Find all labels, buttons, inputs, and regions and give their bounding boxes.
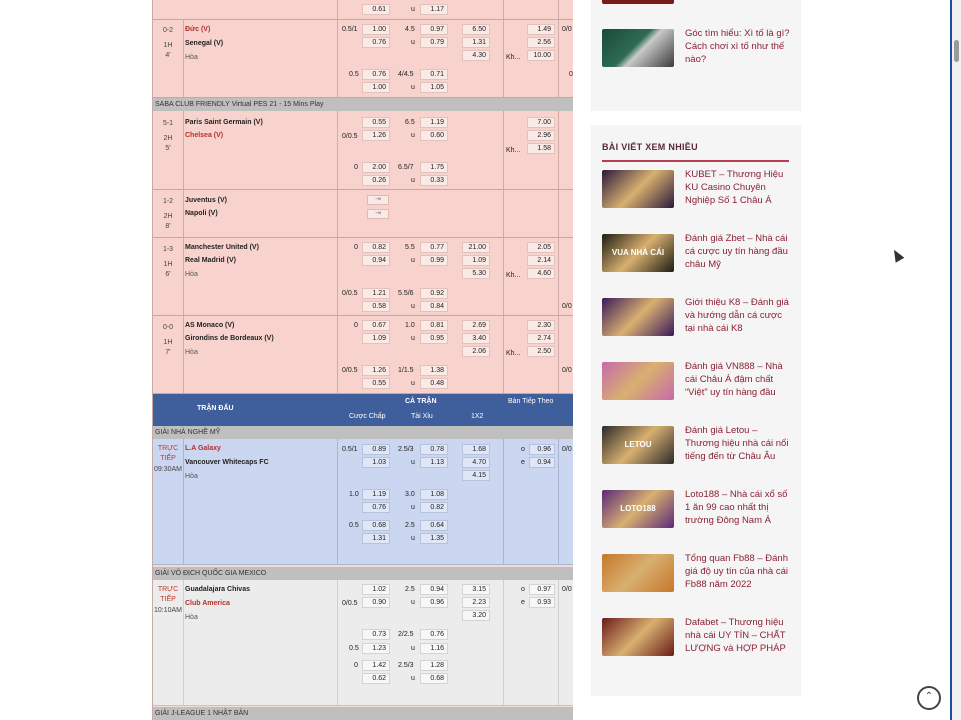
odds-cell[interactable]: 0.95 — [420, 333, 448, 344]
chevron-up-icon: ⌃ — [924, 691, 934, 702]
under-label: u — [411, 303, 415, 310]
odds-cell[interactable]: 0.64 — [420, 520, 448, 531]
odds-cell[interactable]: 2.14 — [527, 255, 555, 266]
odds-cell[interactable]: 0.76 — [362, 502, 390, 513]
odds-cell[interactable]: 2.06 — [462, 346, 490, 357]
odds-cell[interactable]: 1.75 — [420, 162, 448, 173]
handicap-line: 0.5/1 — [342, 26, 358, 33]
match-half: 1H — [163, 42, 173, 49]
odds-cell[interactable]: 0.71 — [420, 69, 448, 80]
sidebar-post[interactable] — [602, 168, 797, 212]
sidebar-post[interactable] — [602, 424, 797, 468]
handicap-line: 0 — [354, 662, 358, 669]
odds-cell[interactable]: 0.94 — [420, 584, 448, 595]
related-posts-widget — [591, 0, 801, 111]
thumbnail-caption: VUA NHÀ CÁI — [611, 248, 665, 257]
odds-cell[interactable]: 2.05 — [527, 242, 555, 253]
away-team: Girondins de Bordeaux (V) — [185, 335, 274, 342]
post-thumbnail[interactable] — [602, 362, 674, 400]
odds-cell[interactable]: 1.68 — [462, 444, 490, 455]
match-row — [153, 20, 573, 98]
post-title[interactable]: Tổng quan Fb88 – Đánh giá độ uy tín của nhà cái Fb88 năm 2022 — [685, 553, 788, 590]
odds-cell[interactable]: 2.30 — [527, 320, 555, 331]
match-half: 1H — [163, 339, 173, 346]
total-line: 3.0 — [405, 491, 415, 498]
match-half: 2H — [163, 213, 173, 220]
handicap-line: 0/0.5 — [342, 133, 358, 140]
odds-cell[interactable]: 4.70 — [462, 457, 490, 468]
post-title[interactable]: Giới thiệu K8 – Đánh giá và hướng dẫn cá cược tại nhà cái K8 — [685, 297, 789, 334]
odds-cell[interactable]: 0.90 — [362, 597, 390, 608]
next-line: 0/0 — [562, 303, 572, 310]
next-line: 0 — [569, 71, 573, 78]
post-thumbnail[interactable] — [602, 170, 674, 208]
post-title[interactable]: KUBET – Thương Hiệu KU Casino Chuyên Nghiệp Số 1 Châu Á — [685, 169, 784, 206]
scrollbar[interactable] — [952, 0, 961, 720]
total-line: 4/4.5 — [398, 71, 414, 78]
odds-cell[interactable]: 0.89 — [362, 444, 390, 455]
match-score: 5-1 — [162, 120, 174, 127]
header-1x2[interactable]: 1X2 — [471, 413, 484, 420]
odds-cell[interactable]: 0.76 — [362, 37, 390, 48]
header-match: TRẬN ĐẤU — [197, 405, 234, 412]
odds-cell[interactable]: 7.00 — [527, 117, 555, 128]
header-overunder[interactable]: Tài Xỉu — [411, 413, 433, 420]
odds-cell[interactable]: 2.23 — [462, 597, 490, 608]
match-minute: 7' — [165, 349, 171, 356]
match-score: 0-0 — [162, 324, 174, 331]
odds-cell[interactable]: 0.99 — [420, 255, 448, 266]
under-label: u — [411, 380, 415, 387]
total-line: 6.5/7 — [398, 164, 414, 171]
popular-posts-widget — [591, 125, 801, 696]
handicap-line: 0/0.5 — [342, 600, 358, 607]
odds-cell[interactable]: 0.93 — [529, 597, 555, 608]
live-badge: TRỰC TIẾP — [157, 586, 179, 603]
under-label: u — [411, 132, 415, 139]
home-team: Manchester United (V) — [185, 244, 259, 251]
odds-cell[interactable]: 2.69 — [462, 320, 490, 331]
odds-cell[interactable]: 0.73 — [362, 629, 390, 640]
odds-cell[interactable]: 10.00 — [527, 50, 555, 61]
match-half: 1H — [163, 261, 173, 268]
odds-cell[interactable]: 1.00 — [362, 82, 390, 93]
post-title[interactable]: Góc tìm hiểu: Xì tố là gì? Cách chơi xì tố như thế nào? — [685, 28, 790, 65]
match-row — [153, 439, 573, 565]
odds-cell[interactable]: 1.19 — [362, 489, 390, 500]
odds-cell[interactable]: 0.84 — [420, 301, 448, 312]
match-score: 1-2 — [162, 198, 174, 205]
odds-cell[interactable]: 3.20 — [462, 610, 490, 621]
under-label: e — [521, 599, 525, 606]
odds-cell[interactable]: 0.62 — [362, 673, 390, 684]
match-minute: 4' — [165, 52, 171, 59]
odds-cell[interactable]: 1.31 — [362, 533, 390, 544]
over-label: o — [521, 586, 525, 593]
odds-label: u — [411, 6, 415, 13]
total-line: 2.5 — [405, 522, 415, 529]
odds-cell[interactable]: 1.19 — [420, 117, 448, 128]
under-label: u — [411, 177, 415, 184]
home-team: L.A Galaxy — [185, 445, 221, 452]
league-header[interactable]: GIẢI NHÀ NGHỀ MỸ — [153, 426, 573, 439]
odds-cell[interactable]: 0.96 — [420, 597, 448, 608]
home-team: Guadalajara Chivas — [185, 586, 250, 593]
match-row — [153, 190, 573, 238]
odds-cell[interactable]: 21.00 — [462, 242, 490, 253]
thumbnail-caption: LOTO188 — [620, 504, 656, 513]
handicap-line: 0/0.5 — [342, 367, 358, 374]
odds-cell[interactable]: 0.78 — [420, 444, 448, 455]
odds-cell[interactable]: 1.49 — [527, 24, 555, 35]
sidebar-post[interactable] — [602, 488, 797, 532]
scrollbar-thumb[interactable] — [954, 40, 959, 62]
away-team: Club America — [185, 600, 230, 607]
odds-cell[interactable]: 4.15 — [462, 470, 490, 481]
post-thumbnail[interactable] — [602, 618, 674, 656]
handicap-line: 0.5 — [349, 71, 359, 78]
under-label: u — [411, 535, 415, 542]
under-label: u — [411, 645, 415, 652]
title-underline — [602, 160, 789, 162]
locked-odds-icon[interactable]: ⇥ — [367, 195, 389, 205]
under-label: u — [411, 599, 415, 606]
total-line: 1.0 — [405, 322, 415, 329]
over-label: o — [521, 446, 525, 453]
odds-cell[interactable]: 2.56 — [527, 37, 555, 48]
match-row — [153, 580, 573, 706]
under-label: u — [411, 84, 415, 91]
away-team: Vancouver Whitecaps FC — [185, 459, 269, 466]
post-title[interactable]: Đánh giá Letou – Thương hiệu nhà cái nổi tiếng đến từ Châu Âu — [685, 425, 789, 462]
match-half: 2H — [163, 135, 173, 142]
kickoff-time: 10:10AM — [153, 607, 183, 614]
odds-cell[interactable]: 0.79 — [420, 37, 448, 48]
match-score: 1-3 — [162, 246, 174, 253]
odds-cell[interactable]: 0.81 — [420, 320, 448, 331]
more-label: Kh... — [506, 350, 521, 357]
more-label: Kh... — [506, 54, 521, 61]
odds-table — [152, 0, 573, 720]
odds-cell[interactable]: 2.96 — [527, 130, 555, 141]
widget-title: BÀI VIẾT XEM NHIỀU — [602, 142, 698, 152]
away-team: Real Madrid (V) — [185, 257, 236, 264]
odds-cell[interactable]: 1.13 — [420, 457, 448, 468]
odds-cell[interactable]: 0.92 — [420, 288, 448, 299]
post-title[interactable]: Loto188 – Nhà cái xổ số 1 ăn 99 cao nhất thị trường Đông Nam Á — [685, 489, 788, 526]
draw-label: Hòa — [185, 614, 198, 621]
odds-cell[interactable]: 0.96 — [529, 444, 555, 455]
away-team: Napoli (V) — [185, 210, 218, 217]
under-label: u — [411, 335, 415, 342]
home-team: Paris Saint Germain (V) — [185, 119, 263, 126]
post-thumbnail[interactable] — [602, 234, 674, 272]
more-label: Kh... — [506, 147, 521, 154]
total-line: 2.5/3 — [398, 662, 414, 669]
match-minute: 5' — [165, 145, 171, 152]
handicap-line: 0.5 — [349, 522, 359, 529]
odds-cell[interactable]: 1.26 — [362, 365, 390, 376]
post-thumbnail[interactable] — [602, 554, 674, 592]
sidebar-post[interactable] — [602, 616, 797, 660]
next-line: 0/0 — [562, 367, 572, 374]
odds-cell[interactable]: 0.76 — [362, 69, 390, 80]
thumbnail-caption: LETOU — [624, 440, 652, 449]
header-full: CẢ TRẬN — [405, 398, 437, 405]
live-badge: TRỰC TIẾP — [157, 445, 179, 462]
odds-cell[interactable]: 0.61 — [362, 4, 390, 15]
odds-cell[interactable]: 1.23 — [362, 643, 390, 654]
match-minute: 6' — [165, 271, 171, 278]
odds-cell[interactable]: 0.77 — [420, 242, 448, 253]
odds-cell[interactable]: 0.48 — [420, 378, 448, 389]
odds-cell[interactable]: 0.68 — [420, 673, 448, 684]
handicap-line: 0.5/1 — [342, 446, 358, 453]
odds-cell[interactable]: 0.33 — [420, 175, 448, 186]
odds-cell[interactable]: 1.31 — [462, 37, 490, 48]
post-thumbnail[interactable] — [602, 29, 674, 67]
odds-cell[interactable]: 1.16 — [420, 643, 448, 654]
odds-cell[interactable]: 1.58 — [527, 143, 555, 154]
under-label: u — [411, 39, 415, 46]
total-line: 2.5 — [405, 586, 415, 593]
odds-cell[interactable]: 1.21 — [362, 288, 390, 299]
total-line: 2/2.5 — [398, 631, 414, 638]
handicap-line: 0.5 — [349, 645, 359, 652]
back-to-top-button[interactable] — [917, 686, 941, 710]
odds-cell[interactable]: 4.30 — [462, 50, 490, 61]
odds-cell[interactable]: 4.60 — [527, 268, 555, 279]
sidebar-post[interactable] — [602, 296, 797, 340]
match-row — [153, 238, 573, 316]
handicap-line: 0/0.5 — [342, 290, 358, 297]
draw-label: Hòa — [185, 271, 198, 278]
next-line: 0/0 — [562, 26, 572, 33]
league-header[interactable]: GIẢI J-LEAGUE 1 NHẬT BẢN — [153, 707, 573, 720]
sidebar-post[interactable] — [602, 360, 797, 404]
sidebar-post[interactable] — [602, 552, 797, 596]
odds-cell[interactable]: 1.09 — [462, 255, 490, 266]
league-header[interactable]: GIẢI VÔ ĐỊCH QUỐC GIA MEXICO — [153, 567, 573, 580]
more-label: Kh... — [506, 272, 521, 279]
away-team: Chelsea (V) — [185, 132, 224, 139]
odds-cell[interactable]: 5.30 — [462, 268, 490, 279]
kickoff-time: 09:30AM — [153, 466, 183, 473]
sidebar-post[interactable] — [602, 232, 797, 276]
odds-cell[interactable]: 2.74 — [527, 333, 555, 344]
post-title[interactable]: Đánh giá Zbet – Nhà cái cá cược uy tín hàng đầu châu Mỹ — [685, 233, 788, 270]
odds-cell[interactable]: 1.17 — [420, 4, 448, 15]
total-line: 2.5/3 — [398, 446, 414, 453]
total-line: 1/1.5 — [398, 367, 414, 374]
draw-label: Hòa — [185, 54, 198, 61]
post-title[interactable]: Dafabet – Thương hiệu nhà cái UY TÍN – CHẤT LƯỢNG và HỢP PHÁP — [685, 617, 786, 654]
handicap-line: 0 — [354, 164, 358, 171]
odds-cell[interactable]: 3.15 — [462, 584, 490, 595]
header-next-goal[interactable]: Bàn Tiếp Theo — [508, 398, 554, 405]
odds-cell[interactable]: 1.38 — [420, 365, 448, 376]
odds-cell[interactable]: 0.55 — [362, 378, 390, 389]
odds-cell[interactable]: 1.00 — [362, 24, 390, 35]
odds-cell[interactable]: 1.08 — [420, 489, 448, 500]
match-row — [153, 111, 573, 190]
odds-cell[interactable]: 1.35 — [420, 533, 448, 544]
draw-label: Hòa — [185, 349, 198, 356]
handicap-line: 0 — [354, 322, 358, 329]
post-thumbnail[interactable] — [602, 0, 674, 4]
odds-cell[interactable]: 0.97 — [420, 24, 448, 35]
odds-cell[interactable]: 0.97 — [529, 584, 555, 595]
handicap-line: 1.0 — [349, 491, 359, 498]
handicap-line: 0 — [354, 244, 358, 251]
home-team: AS Monaco (V) — [185, 322, 235, 329]
total-line: 4.5 — [405, 26, 415, 33]
league-header[interactable]: SABA CLUB FRIENDLY Virtual PES 21 - 15 Mins Play — [153, 98, 573, 111]
odds-cell[interactable]: 2.50 — [527, 346, 555, 357]
header-handicap[interactable]: Cược Chấp — [349, 413, 386, 420]
under-label: u — [411, 675, 415, 682]
odds-cell[interactable]: 1.42 — [362, 660, 390, 671]
table-header — [153, 394, 573, 426]
odds-cell[interactable]: 1.03 — [362, 457, 390, 468]
post-title[interactable]: Đánh giá VN888 – Nhà cái Châu Á đậm chất “Việt” uy tín hàng đầu — [685, 361, 783, 398]
odds-cell[interactable]: 0.68 — [362, 520, 390, 531]
odds-cell[interactable]: 0.94 — [529, 457, 555, 468]
home-team: Juventus (V) — [185, 197, 228, 204]
odds-cell[interactable]: 0.60 — [420, 130, 448, 141]
odds-cell[interactable]: 2.00 — [362, 162, 390, 173]
odds-cell[interactable]: 0.55 — [362, 117, 390, 128]
odds-cell[interactable]: 0.67 — [362, 320, 390, 331]
total-line: 5.5/6 — [398, 290, 414, 297]
next-line: 0/0 — [562, 446, 572, 453]
next-line: 0/0 — [562, 586, 572, 593]
match-score: 0-2 — [162, 27, 174, 34]
odds-cell[interactable]: 1.26 — [362, 130, 390, 141]
match-minute: 8' — [165, 223, 171, 230]
odds-cell[interactable]: 1.05 — [420, 82, 448, 93]
table-row — [153, 0, 573, 20]
odds-cell[interactable]: 1.02 — [362, 584, 390, 595]
home-team: Đức (V) — [185, 26, 211, 33]
away-team: Senegal (V) — [185, 40, 224, 47]
odds-cell[interactable]: 0.94 — [362, 255, 390, 266]
odds-cell[interactable]: 6.50 — [462, 24, 490, 35]
odds-cell[interactable]: 0.26 — [362, 175, 390, 186]
sidebar-post[interactable] — [602, 27, 797, 71]
odds-cell[interactable]: 1.09 — [362, 333, 390, 344]
draw-label: Hòa — [185, 473, 198, 480]
odds-cell[interactable]: 0.58 — [362, 301, 390, 312]
under-label: u — [411, 257, 415, 264]
odds-cell[interactable]: 0.82 — [362, 242, 390, 253]
under-label: e — [521, 459, 525, 466]
odds-cell[interactable]: 0.76 — [420, 629, 448, 640]
total-line: 5.5 — [405, 244, 415, 251]
post-thumbnail[interactable] — [602, 490, 674, 528]
odds-cell[interactable]: 0.82 — [420, 502, 448, 513]
total-line: 6.5 — [405, 119, 415, 126]
under-label: u — [411, 504, 415, 511]
locked-odds-icon[interactable]: ⇥ — [367, 209, 389, 219]
odds-cell[interactable]: 1.28 — [420, 660, 448, 671]
post-thumbnail[interactable] — [602, 298, 674, 336]
match-row — [153, 316, 573, 394]
under-label: u — [411, 459, 415, 466]
post-thumbnail[interactable] — [602, 426, 674, 464]
odds-cell[interactable]: 3.40 — [462, 333, 490, 344]
